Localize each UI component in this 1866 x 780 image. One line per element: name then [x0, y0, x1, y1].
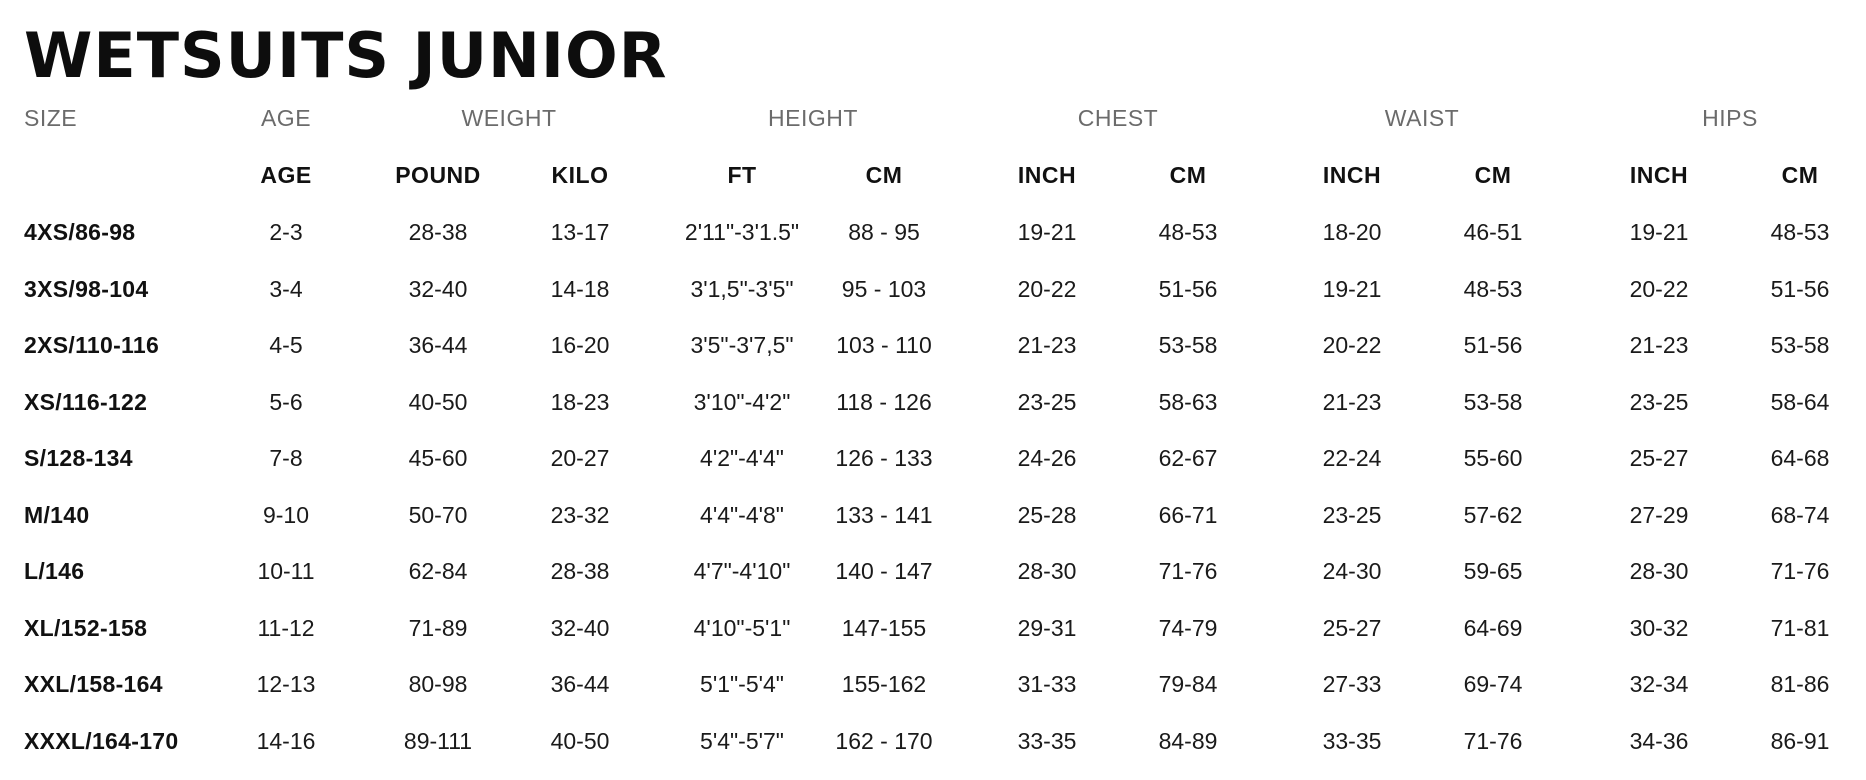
table-cell: 18-23 [550, 388, 610, 415]
table-cell: 19-21 [1017, 219, 1077, 245]
table-cell: 25-27 [1629, 445, 1689, 471]
table-cell: 71-76 [1463, 727, 1523, 754]
table-cell: 4'7"-4'10" [693, 558, 791, 584]
table-cell: 45-60 [408, 445, 468, 471]
table-cell: 59-65 [1463, 558, 1523, 584]
table-cell: 3-4 [269, 275, 303, 302]
table-cell: 133 - 141 [835, 501, 933, 528]
table-cell: 25-28 [1017, 501, 1077, 528]
sub-header-pound: POUND [395, 162, 481, 188]
table-cell: 4'2"-4'4" [700, 445, 784, 471]
table-cell: 40-50 [550, 727, 610, 754]
table-cell: 3'5"-3'7,5" [690, 332, 794, 358]
table-row-size-label: S/128-134 [24, 445, 133, 471]
table-cell: 10-11 [257, 558, 315, 584]
table-cell: 86-91 [1770, 727, 1830, 754]
table-cell: 71-81 [1770, 614, 1830, 641]
group-header-size: SIZE [24, 105, 78, 131]
table-cell: 32-40 [408, 275, 468, 302]
sub-header-cm: CM [1169, 162, 1207, 188]
table-cell: 2-3 [269, 219, 303, 245]
table-cell: 48-53 [1463, 275, 1523, 302]
table-cell: 147-155 [841, 614, 927, 641]
table-cell: 57-62 [1463, 501, 1523, 528]
table-cell: 14-16 [256, 727, 316, 754]
table-cell: 155-162 [841, 671, 927, 697]
table-cell: 46-51 [1463, 219, 1523, 245]
sub-header-inch: INCH [1322, 162, 1382, 188]
table-cell: 71-89 [408, 614, 468, 641]
table-row-size-label: M/140 [24, 501, 90, 528]
table-cell: 4'4"-4'8" [700, 501, 784, 528]
table-cell: 28-30 [1629, 558, 1689, 584]
table-cell: 4'10"-5'1" [693, 614, 791, 641]
table-cell: 58-64 [1770, 388, 1830, 415]
group-header-hips: HIPS [1702, 105, 1758, 131]
table-cell: 16-20 [550, 332, 610, 358]
table-cell: 68-74 [1770, 501, 1830, 528]
table-cell: 19-21 [1629, 219, 1689, 245]
table-cell: 3'1,5"-3'5" [690, 275, 794, 302]
table-cell: 126 - 133 [835, 445, 933, 471]
table-cell: 118 - 126 [836, 388, 932, 415]
table-cell: 20-22 [1629, 275, 1689, 302]
table-cell: 20-22 [1017, 275, 1077, 302]
sub-header-inch: INCH [1629, 162, 1689, 188]
table-cell: 33-35 [1017, 727, 1077, 754]
table-cell: 24-30 [1322, 558, 1382, 584]
table-cell: 19-21 [1322, 275, 1382, 302]
sub-header-cm: CM [865, 162, 903, 188]
table-cell: 27-29 [1629, 501, 1689, 528]
table-cell: 64-69 [1463, 614, 1523, 641]
table-cell: 14-18 [550, 275, 610, 302]
table-cell: 28-30 [1017, 558, 1077, 584]
group-header-height: HEIGHT [768, 105, 858, 131]
table-cell: 33-35 [1322, 727, 1382, 754]
table-cell: 51-56 [1158, 275, 1218, 302]
table-cell: 40-50 [408, 388, 468, 415]
table-cell: 84-89 [1158, 727, 1218, 754]
table-cell: 28-38 [408, 219, 468, 245]
sub-header-age: AGE [260, 162, 312, 188]
table-cell: 162 - 170 [835, 727, 933, 754]
sub-header-inch: INCH [1017, 162, 1077, 188]
table-cell: 5'4"-5'7" [700, 727, 784, 754]
table-cell: 34-36 [1629, 727, 1689, 754]
table-cell: 11-12 [257, 614, 315, 641]
table-cell: 53-58 [1158, 332, 1218, 358]
table-cell: 20-27 [550, 445, 610, 471]
table-cell: 50-70 [408, 501, 468, 528]
table-cell: 28-38 [550, 558, 610, 584]
table-cell: 48-53 [1158, 219, 1218, 245]
table-cell: 71-76 [1770, 558, 1830, 584]
table-cell: 62-84 [408, 558, 468, 584]
table-cell: 53-58 [1463, 388, 1523, 415]
table-cell: 5'1"-5'4" [700, 671, 784, 697]
group-header-chest: CHEST [1077, 105, 1159, 131]
table-row-size-label: 3XS/98-104 [24, 275, 149, 302]
table-row-size-label: 2XS/110-116 [24, 332, 160, 358]
table-cell: 7-8 [269, 445, 303, 471]
table-cell: 23-25 [1322, 501, 1382, 528]
table-cell: 23-25 [1629, 388, 1689, 415]
sub-header-kilo: KILO [551, 162, 609, 188]
table-cell: 140 - 147 [835, 558, 933, 584]
table-cell: 95 - 103 [841, 275, 927, 302]
table-cell: 36-44 [550, 671, 610, 697]
group-header-weight: WEIGHT [461, 105, 557, 131]
table-row-size-label: L/146 [24, 558, 85, 584]
table-cell: 13-17 [550, 219, 610, 245]
table-cell: 30-32 [1629, 614, 1689, 641]
table-cell: 2'11"-3'1.5" [684, 219, 800, 245]
table-cell: 71-76 [1158, 558, 1218, 584]
table-cell: 29-31 [1017, 614, 1077, 641]
sub-header-cm: CM [1474, 162, 1512, 188]
table-row-size-label: 4XS/86-98 [24, 219, 136, 245]
table-cell: 21-23 [1322, 388, 1382, 415]
table-row-size-label: XXXL/164-170 [24, 727, 179, 754]
table-cell: 27-33 [1322, 671, 1382, 697]
table-cell: 36-44 [408, 332, 468, 358]
group-header-waist: WAIST [1384, 105, 1460, 131]
page-title: WETSUITS JUNIOR [24, 19, 668, 92]
table-cell: 31-33 [1017, 671, 1077, 697]
table-cell: 51-56 [1770, 275, 1830, 302]
table-cell: 88 - 95 [848, 219, 920, 245]
table-cell: 74-79 [1158, 614, 1218, 641]
table-cell: 62-67 [1158, 445, 1218, 471]
table-cell: 22-24 [1322, 445, 1382, 471]
table-cell: 53-58 [1770, 332, 1830, 358]
table-cell: 21-23 [1017, 332, 1077, 358]
group-header-age: AGE [260, 105, 312, 131]
table-cell: 89-111 [403, 727, 473, 754]
table-cell: 79-84 [1158, 671, 1218, 697]
table-cell: 4-5 [269, 332, 303, 358]
table-cell: 32-34 [1629, 671, 1689, 697]
table-cell: 58-63 [1158, 388, 1218, 415]
table-cell: 32-40 [550, 614, 610, 641]
table-cell: 25-27 [1322, 614, 1382, 641]
table-cell: 24-26 [1017, 445, 1077, 471]
table-cell: 23-25 [1017, 388, 1077, 415]
table-row-size-label: XS/116-122 [24, 388, 148, 415]
table-row-size-label: XL/152-158 [24, 614, 148, 641]
table-cell: 20-22 [1322, 332, 1382, 358]
table-cell: 64-68 [1770, 445, 1830, 471]
table-cell: 9-10 [262, 501, 310, 528]
table-cell: 51-56 [1463, 332, 1523, 358]
table-cell: 81-86 [1770, 671, 1830, 697]
table-cell: 69-74 [1463, 671, 1523, 697]
table-cell: 48-53 [1770, 219, 1830, 245]
table-row-size-label: XXL/158-164 [24, 671, 163, 697]
table-cell: 18-20 [1322, 219, 1382, 245]
table-cell: 5-6 [269, 388, 303, 415]
table-cell: 80-98 [408, 671, 468, 697]
table-cell: 103 - 110 [836, 332, 932, 358]
table-cell: 12-13 [256, 671, 316, 697]
table-cell: 23-32 [550, 501, 610, 528]
table-cell: 66-71 [1158, 501, 1218, 528]
table-cell: 3'10"-4'2" [693, 388, 791, 415]
sub-header-ft: FT [727, 162, 757, 188]
table-cell: 55-60 [1463, 445, 1523, 471]
table-cell: 21-23 [1629, 332, 1689, 358]
sub-header-cm: CM [1781, 162, 1819, 188]
